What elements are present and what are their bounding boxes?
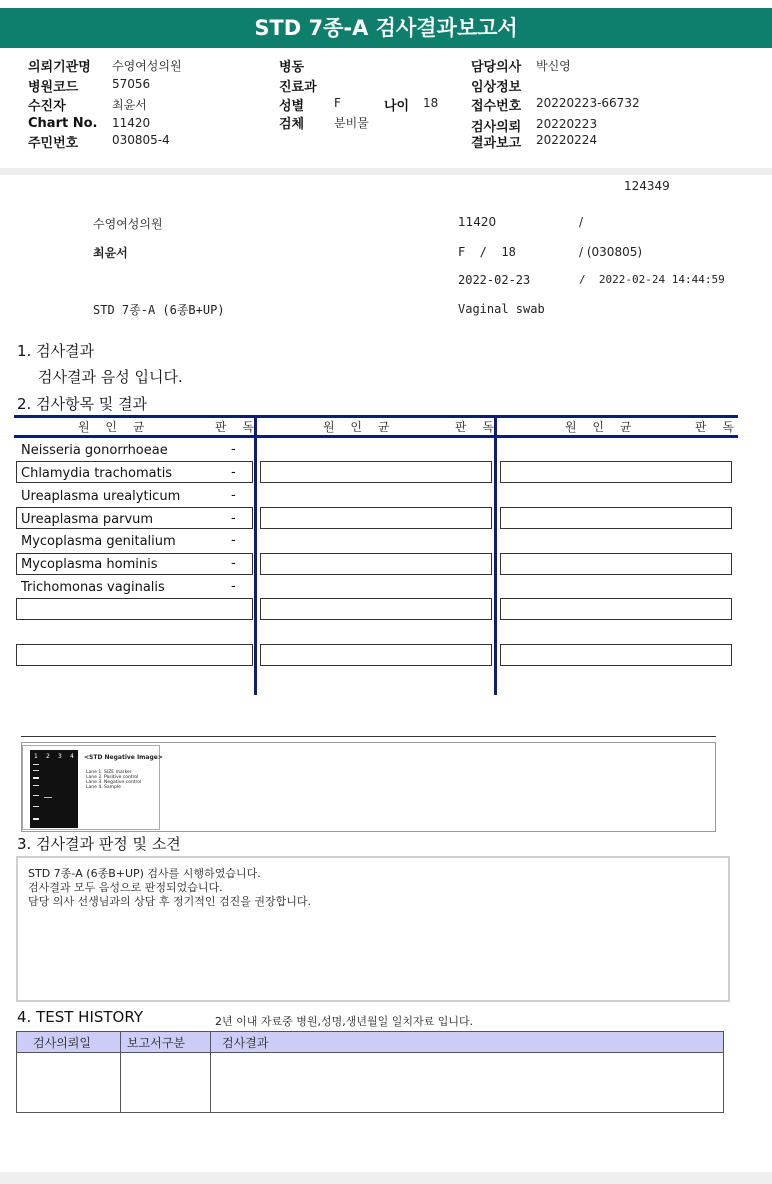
report-date-value: 20220224 xyxy=(536,133,598,147)
table-row: Chlamydia trachomatis xyxy=(21,466,173,481)
row-result: - xyxy=(231,533,236,548)
bottom-band xyxy=(0,1172,772,1184)
resident-no-value: 030805-4 xyxy=(112,133,170,147)
lane-label: 3 xyxy=(58,753,62,760)
record-chart: 11420 xyxy=(458,215,497,229)
section1-title: 1. 검사결과 xyxy=(17,342,95,360)
gel-legend-3: Lane 3. Negative control xyxy=(86,780,142,785)
section2-title: 2. 검사항목 및 결과 xyxy=(17,395,148,413)
record-hospital: 수영여성의원 xyxy=(93,217,163,231)
row-box xyxy=(500,644,732,666)
record-code: 124349 xyxy=(624,179,670,193)
history-header-report-type: 보고서구분 xyxy=(127,1036,185,1050)
hospital-name-value: 수영여성의원 xyxy=(112,59,182,73)
opinion-line-1: STD 7종-A (6종B+UP) 검사를 시행하였습니다. xyxy=(28,867,261,880)
history-note: 2년 이내 자료중 병원,성명,생년월일 일치자료 입니다. xyxy=(215,1015,474,1028)
hospital-code-label: 병원코드 xyxy=(28,80,79,95)
age-value: 18 xyxy=(423,96,439,110)
request-date-value: 20220223 xyxy=(536,117,598,131)
doctor-value: 박신영 xyxy=(536,59,571,73)
gel-legend-1: Lane 1. SIZE marker xyxy=(86,770,132,775)
col-result-header-1: 판 독 xyxy=(215,420,260,434)
gel-image xyxy=(30,750,78,828)
record-patient: 최윤서 xyxy=(93,246,128,260)
col-pathogen-header-2: 원 인 균 xyxy=(323,420,396,434)
gel-image-frame-right xyxy=(715,742,716,832)
row-box xyxy=(500,553,732,575)
lane-label: 4 xyxy=(70,753,74,760)
resident-no-label: 주민번호 xyxy=(28,136,79,151)
record-specimen: Vaginal swab xyxy=(458,302,545,316)
receipt-no-value: 20220223-66732 xyxy=(536,96,640,110)
gel-legend-2: Lane 2. Positive control xyxy=(86,775,139,780)
section4-title: 4. TEST HISTORY xyxy=(17,1008,143,1026)
record-test-name: STD 7종-A (6종B+UP) xyxy=(93,303,225,317)
table-row: Neisseria gonorrhoeae xyxy=(21,443,168,458)
row-box xyxy=(260,598,492,620)
hospital-name-label: 의뢰기관명 xyxy=(28,60,91,75)
record-birth: / (030805) xyxy=(579,245,643,259)
col-result-header-2: 판 독 xyxy=(455,420,500,434)
section3-title: 3. 검사결과 판정 및 소견 xyxy=(17,835,181,853)
col-pathogen-header-3: 원 인 균 xyxy=(565,420,638,434)
row-box xyxy=(500,507,732,529)
report-date-label: 결과보고 xyxy=(471,136,522,151)
history-header xyxy=(17,1032,723,1053)
history-header-request-date: 검사의뢰일 xyxy=(33,1036,91,1050)
opinion-box xyxy=(16,856,730,1002)
patient-label: 수진자 xyxy=(28,99,66,114)
separator xyxy=(0,168,772,175)
row-box xyxy=(260,644,492,666)
image-top-rule xyxy=(21,736,716,737)
request-date-label: 검사의뢰 xyxy=(471,120,522,135)
header-info xyxy=(0,48,772,168)
table-row: Mycoplasma genitalium xyxy=(21,534,176,549)
row-box xyxy=(260,553,492,575)
table-header-rule xyxy=(14,435,738,438)
lane-label: 1 xyxy=(34,753,38,760)
table-row: Ureaplasma urealyticum xyxy=(21,489,181,504)
row-box xyxy=(500,461,732,483)
table-divider-2 xyxy=(494,415,497,695)
opinion-line-2: 검사결과 모두 음성으로 판정되었습니다. xyxy=(28,881,223,894)
chart-no-label: Chart No. xyxy=(28,116,98,131)
sex-label: 성별 xyxy=(279,99,305,114)
specimen-label: 검체 xyxy=(279,117,305,132)
gel-title: <STD Negative Image> xyxy=(84,754,163,761)
report-title: STD 7종-A 검사결과보고서 xyxy=(0,8,772,48)
row-result: - xyxy=(231,442,236,457)
row-box xyxy=(260,461,492,483)
row-result: - xyxy=(231,556,236,571)
history-col-divider xyxy=(120,1031,121,1113)
row-result: - xyxy=(231,579,236,594)
table-row: Trichomonas vaginalis xyxy=(21,580,165,595)
col-pathogen-header-1: 원 인 균 xyxy=(78,420,151,434)
clinical-info-label: 임상정보 xyxy=(471,80,522,95)
table-divider-1 xyxy=(254,415,257,695)
dept-label: 진료과 xyxy=(279,80,317,95)
row-result: - xyxy=(231,488,236,503)
lane-label: 2 xyxy=(46,753,50,760)
record-sex-age: F / 18 xyxy=(458,245,516,259)
age-label: 나이 xyxy=(384,99,410,114)
sex-value: F xyxy=(334,96,341,110)
ward-label: 병동 xyxy=(279,60,305,75)
history-col-divider xyxy=(210,1031,211,1113)
hospital-code-value: 57056 xyxy=(112,77,151,91)
table-row: Ureaplasma parvum xyxy=(21,512,154,527)
doctor-label: 담당의사 xyxy=(471,60,522,75)
row-result: - xyxy=(231,465,236,480)
row-box xyxy=(260,507,492,529)
row-box xyxy=(500,598,732,620)
record-slash: / xyxy=(579,215,584,229)
col-result-header-3: 판 독 xyxy=(695,420,740,434)
gel-legend-4: Lane 4. Sample xyxy=(86,785,121,790)
receipt-no-label: 접수번호 xyxy=(471,99,522,114)
specimen-value: 분비물 xyxy=(334,116,369,130)
table-row: Mycoplasma hominis xyxy=(21,557,158,572)
record-report-datetime: / 2022-02-24 14:44:59 xyxy=(579,273,725,286)
patient-value: 최윤서 xyxy=(112,98,147,112)
row-box xyxy=(16,644,253,666)
chart-no-value: 11420 xyxy=(112,116,151,130)
row-result: - xyxy=(231,511,236,526)
opinion-line-3: 담당 의사 선생님과의 상담 후 정기적인 검진을 권장합니다. xyxy=(28,895,311,908)
history-header-result: 검사결과 xyxy=(222,1036,269,1050)
record-request-date: 2022-02-23 xyxy=(458,273,531,287)
section1-text: 검사결과 음성 입니다. xyxy=(38,368,183,386)
row-box xyxy=(16,598,253,620)
